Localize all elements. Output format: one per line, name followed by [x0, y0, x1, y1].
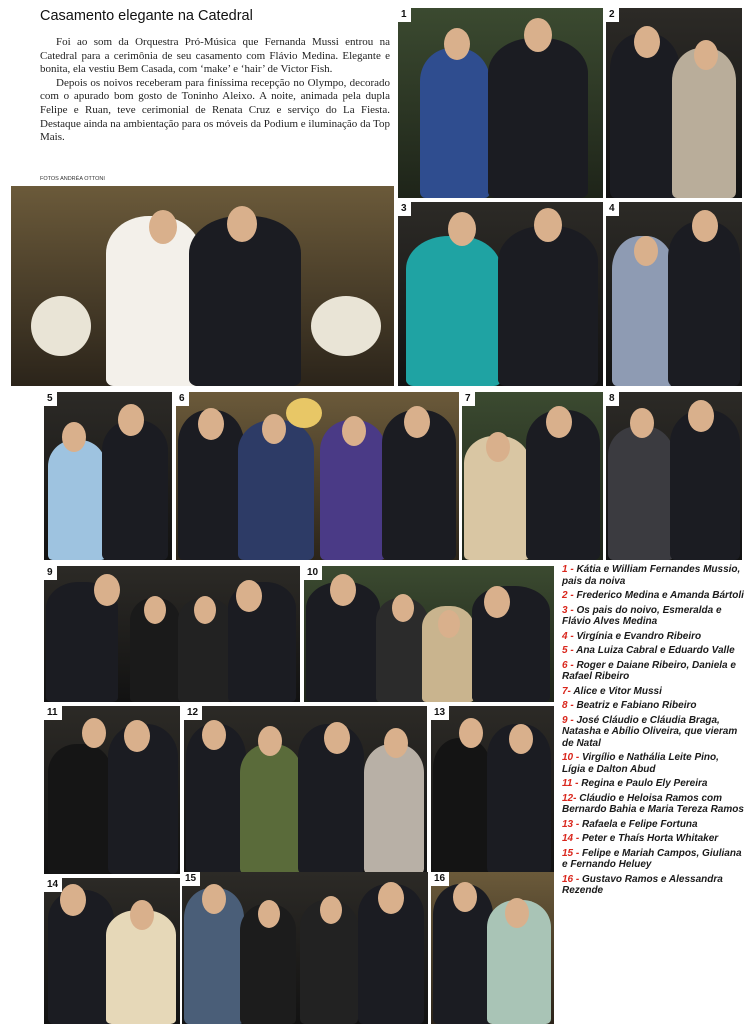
photo-5: [44, 392, 172, 560]
caption-item: 10 - Virgílio e Nathália Leite Pino, Lígia e Dalton Abud: [562, 752, 719, 775]
photo-2: [606, 8, 742, 198]
photo-4: [606, 202, 742, 386]
photo-number: 6: [176, 392, 189, 406]
caption-item: 4 - Virgínia e Evandro Ribeiro: [562, 630, 702, 642]
photo-3: [398, 202, 603, 386]
caption-item: 6 - Roger e Daiane Ribeiro, Daniela e Rafael Ribeiro: [562, 659, 736, 682]
photo-6: [176, 392, 459, 560]
photo-number: 1: [398, 8, 411, 22]
photo-captions: [562, 564, 744, 900]
caption-item: 11 - Regina e Paulo Ely Pereira: [562, 778, 708, 789]
caption-item: 2 - Frederico Medina e Amanda Bártoli: [562, 590, 744, 601]
caption-item: 3 - Os pais do noivo, Esmeralda e Flávio Alves Medina: [562, 604, 722, 627]
article-paragraph: Depois os noivos receberam para finíssima recepção no Olympo, decorado com o apurado bom gosto de Toninho Aleixo. A noite, animada pela dupla Felipe e Ruan, teve cerimonial de Renata Cruz e serviço do La Fiesta. Destaque ainda na ambientação para os móveis da Podium e iluminação da Top Mais.: [40, 76, 390, 144]
photo-number: 15: [182, 872, 200, 886]
photo-13: [431, 706, 554, 874]
photo-number: 7: [462, 392, 475, 406]
caption-item: 9 - José Cláudio e Cláudia Braga, Natasha e Abílio Oliveira, que vieram de Natal: [562, 714, 738, 749]
photo-9: [44, 566, 300, 702]
photo-number: 5: [44, 392, 57, 406]
article-title: Casamento elegante na Catedral: [40, 8, 253, 24]
photo-number: 3: [398, 202, 411, 216]
caption-item: 1 - Kátia e William Fernandes Mussio, pais da noiva: [562, 564, 741, 587]
caption-item: 14 - Peter e Thaís Horta Whitaker: [562, 833, 719, 844]
photo-16: [431, 872, 554, 1024]
photo-1: [398, 8, 603, 198]
photo-number: 4: [606, 202, 619, 216]
photo-10: [304, 566, 554, 702]
photo-number: 9: [44, 566, 57, 580]
caption-item: 16 - Gustavo Ramos e Alessandra Rezende: [562, 873, 723, 896]
photo-number: 2: [606, 8, 619, 22]
caption-item: 5 - Ana Luiza Cabral e Eduardo Valle: [562, 645, 735, 656]
caption-item: 15 - Felipe e Mariah Campos, Giuliana e Fernando Heluey: [562, 847, 742, 870]
photo-15: [182, 872, 428, 1024]
article-paragraph: Foi ao som da Orquestra Pró-Música que Fernanda Mussi entrou na Catedral para a cerimônia de seu casamento com Flávio Medina. Elegante e bonita, ela vestiu Bem Casada, com ‘make’ e ‘hair’ de Victor Fish.: [40, 36, 390, 76]
photo-number: 16: [431, 872, 449, 886]
photo-number: 10: [304, 566, 322, 580]
photo-number: 12: [184, 706, 202, 720]
photo-11: [44, 706, 180, 874]
article-body: [40, 36, 390, 145]
caption-item: 8 - Beatriz e Fabiano Ribeiro: [562, 700, 697, 711]
photo-14: [44, 878, 180, 1024]
photo-8: [606, 392, 742, 560]
caption-item: 12- Cláudio e Heloisa Ramos com Bernardo Bahia e Maria Tereza Ramos: [562, 792, 744, 815]
photo-number: 11: [44, 706, 62, 720]
photo-12: [184, 706, 427, 874]
caption-item: 13 - Rafaela e Felipe Fortuna: [562, 818, 698, 830]
photo-7: [462, 392, 603, 560]
wedding-couple-photo: [11, 186, 394, 386]
photo-number: 8: [606, 392, 619, 406]
photo-credit: FOTOS ANDRÉA OTTONI: [40, 176, 105, 182]
photo-number: 13: [431, 706, 449, 720]
photo-number: 14: [44, 878, 62, 892]
caption-item: 7- Alice e Vitor Mussi: [562, 685, 662, 697]
